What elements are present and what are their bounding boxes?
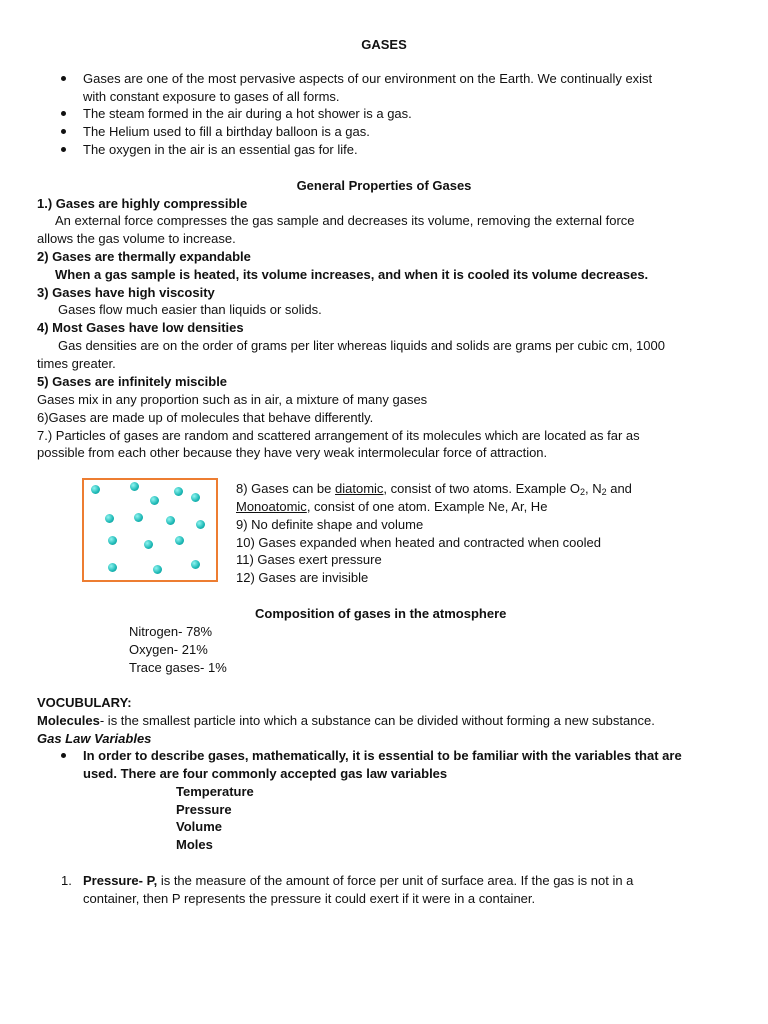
intro-bullet-1-cont: with constant exposure to gases of all forms.: [83, 89, 340, 104]
property-5-title: 5) Gases are infinitely miscible: [37, 374, 228, 389]
property-9-text: 9) No definite shape and volume: [236, 517, 424, 532]
property-12-text: 12) Gases are invisible: [236, 570, 369, 585]
molecule-dot: [153, 565, 162, 574]
molecule-dot: [191, 560, 200, 569]
molecule-dot: [150, 496, 159, 505]
bullet-marker: [61, 753, 66, 758]
composition-oxygen: Oxygen- 21%: [129, 642, 208, 657]
molecule-dot: [191, 493, 200, 502]
pressure-term: Pressure- P,: [83, 873, 158, 888]
property-4-title: 4) Most Gases have low densities: [37, 320, 244, 335]
property-3-title: 3) Gases have high viscosity: [37, 285, 215, 300]
bullet-marker: [61, 76, 66, 81]
intro-bullet-3: The Helium used to fill a birthday balloon is a gas.: [83, 124, 370, 139]
molecule-dot: [174, 487, 183, 496]
composition-nitrogen: Nitrogen- 78%: [129, 624, 213, 639]
composition-heading: Composition of gases in the atmosphere: [255, 606, 507, 621]
molecule-dot: [105, 514, 114, 523]
molecule-dot: [91, 485, 100, 494]
variable-pressure: Pressure: [176, 802, 232, 817]
property-4-text: Gas densities are on the order of grams per liter whereas liquids and solids are grams per cubic cm, 1000: [58, 338, 665, 353]
variable-temperature: Temperature: [176, 784, 254, 799]
gas-law-bullet-cont: used. There are four commonly accepted gas law variables: [83, 766, 448, 781]
variable-volume: Volume: [176, 819, 222, 834]
property-6-text: 6)Gases are made up of molecules that behave differently.: [37, 410, 374, 425]
property-1-text-cont: allows the gas volume to increase.: [37, 231, 236, 246]
gas-law-heading: Gas Law Variables: [37, 731, 152, 746]
term-diatomic: diatomic: [335, 481, 384, 496]
item-1-text: Pressure- P, is the measure of the amount of force per unit of surface area. If the gas is not in a: [83, 873, 634, 888]
property-11-text: 11) Gases exert pressure: [236, 552, 382, 567]
vocabulary-heading: VOCUBULARY:: [37, 695, 132, 710]
molecule-dot: [130, 482, 139, 491]
property-5-text: Gases mix in any proportion such as in air, a mixture of many gases: [37, 392, 428, 407]
property-4-text-cont: times greater.: [37, 356, 116, 371]
property-8-text: 8) Gases can be diatomic, consist of two atoms. Example $O_2$, $N_2$ and: [236, 481, 632, 497]
molecule-dot: [108, 563, 117, 572]
intro-bullet-2: The steam formed in the air during a hot shower is a gas.: [83, 106, 412, 121]
property-7-text-cont: possible from each other because they have very weak intermolecular force of attraction.: [37, 445, 548, 460]
molecule-dot: [166, 516, 175, 525]
gas-law-bullet: In order to describe gases, mathematically, it is essential to be familiar with the variables that are: [83, 748, 682, 763]
property-7-text: 7.) Particles of gases are random and scattered arrangement of its molecules which are located as far as: [37, 428, 640, 443]
property-2-title: 2) Gases are thermally expandable: [37, 249, 251, 264]
property-2-text: When a gas sample is heated, its volume increases, and when it is cooled its volume decreases.: [55, 267, 649, 282]
variable-moles: Moles: [176, 837, 213, 852]
page-title: GASES: [361, 37, 407, 52]
molecule-dot: [196, 520, 205, 529]
molecules-term: Molecules: [37, 713, 100, 728]
bullet-marker: [61, 147, 66, 152]
item-1-number: 1.: [61, 873, 72, 888]
property-1-text: An external force compresses the gas sample and decreases its volume, removing the external force: [55, 213, 635, 228]
molecule-dot: [108, 536, 117, 545]
composition-trace: Trace gases- 1%: [129, 660, 227, 675]
molecule-dot: [175, 536, 184, 545]
intro-bullet-1: Gases are one of the most pervasive aspects of our environment on the Earth. We continually exist: [83, 71, 653, 86]
property-8-text-cont: Monoatomic, consist of one atom. Example Ne, Ar, He: [236, 499, 548, 514]
molecule-dot: [144, 540, 153, 549]
property-3-text: Gases flow much easier than liquids or solids.: [58, 302, 322, 317]
bullet-marker: [61, 111, 66, 116]
term-monoatomic: Monoatomic: [236, 499, 307, 514]
property-1-title: 1.) Gases are highly compressible: [37, 196, 248, 211]
gas-molecules-diagram: [82, 478, 218, 582]
item-1-text-cont: container, then P represents the pressure it could exert if it were in a container.: [83, 891, 536, 906]
properties-heading: General Properties of Gases: [296, 178, 472, 193]
molecules-definition: Molecules- is the smallest particle into which a substance can be divided without forming a new substance.: [37, 713, 655, 728]
bullet-marker: [61, 129, 66, 134]
intro-bullet-4: The oxygen in the air is an essential gas for life.: [83, 142, 358, 157]
property-10-text: 10) Gases expanded when heated and contracted when cooled: [236, 535, 601, 550]
molecule-dot: [134, 513, 143, 522]
